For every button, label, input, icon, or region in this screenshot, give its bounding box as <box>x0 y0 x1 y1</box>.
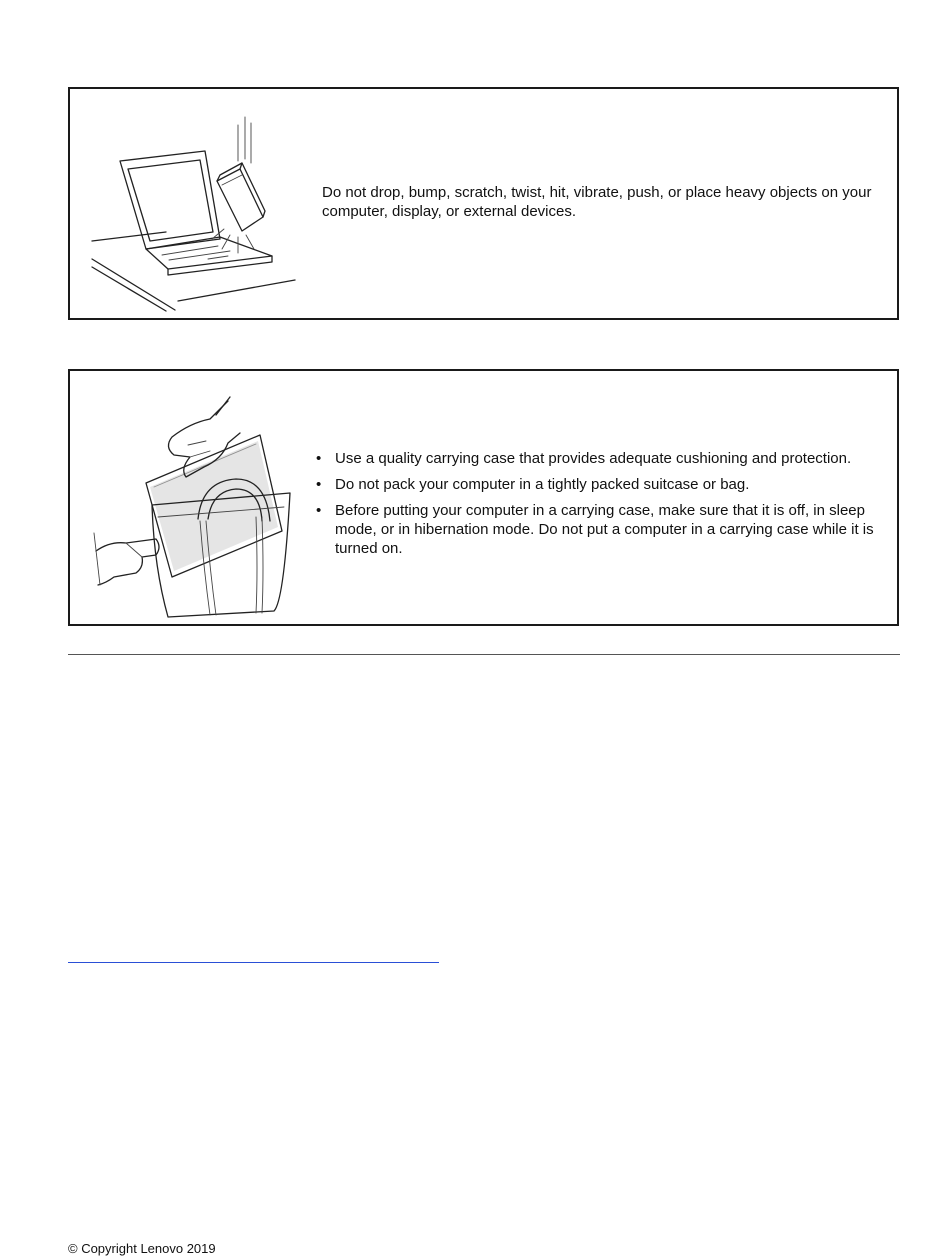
footnote-rule <box>68 962 439 963</box>
section-divider <box>68 654 900 655</box>
notice-drop-text: Do not drop, bump, scratch, twist, hit, vibrate, push, or place heavy objects on your computer, display, or external devices. <box>322 184 872 220</box>
laptop-impact-illustration-icon <box>70 89 315 318</box>
list-item <box>316 475 896 494</box>
list-item-text: Do not pack your computer in a tightly packed suitcase or bag. <box>335 476 750 493</box>
bullet-icon: • <box>316 502 322 519</box>
bullet-icon: • <box>316 476 322 493</box>
list-item-text: Use a quality carrying case that provides adequate cushioning and protection. <box>335 450 852 467</box>
list-item-text: Before putting your computer in a carrying case, make sure that it is off, in sleep mode, or in hibernation mode. Do not put a computer in a carrying case while it is turned on. <box>335 502 874 557</box>
list-item <box>316 449 896 468</box>
copyright-footer: © Copyright Lenovo 2019 <box>68 1241 216 1256</box>
notice-carry-list <box>316 449 896 565</box>
bullet-icon: • <box>316 450 322 467</box>
list-item <box>316 501 896 558</box>
notice-box-carry <box>68 369 899 626</box>
carrying-case-illustration-icon <box>70 371 315 624</box>
notice-box-drop <box>68 87 899 320</box>
